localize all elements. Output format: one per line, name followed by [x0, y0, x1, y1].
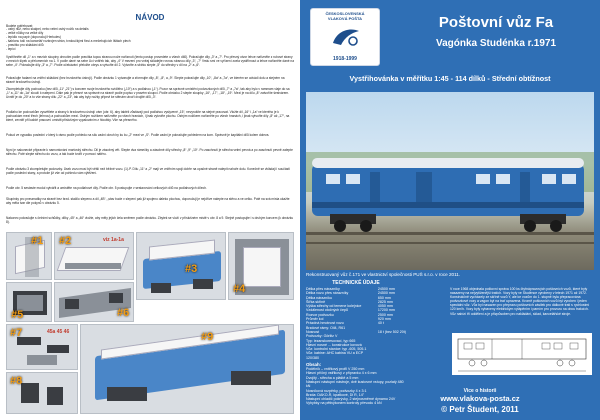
- assembly-photo-5: [6, 282, 52, 322]
- mail-car-illustration: [306, 92, 594, 270]
- tech-value: 4050 mm: [377, 304, 393, 309]
- package-item: Brzda: DAKO-R, kpatkové, Dl R, 14": [306, 392, 364, 397]
- tech-key: Výška střechy od temene kolejnice: [306, 304, 362, 309]
- history-text: V roce 1968 objednala poštovní správa 100 ks čtyřnápravových poštovních vozů, které byly nasazeny na nejvytíženější tratích. Vozy byly ve Studénce vyrobeny v letech 1971 až 1972. Konstrukčně vycházely ze skříně vozů Y, ale ke vozům do 1. stupně byla přepracována podvozkové vozy a vagon byl na trať upravena. Kromě poštovních vozů byl vyroben i jeden speciální vůz. Vůz byl nasazen pro přepravu poštovních zásilek pro dálkové trati s rychlostmi 120 km/h. Vozy byly vybaveny elektrickým vytápěním i parním pro provozu na obou trakcích. Vůz nabízí tři oddělení a je přizpůsoben pro nakládání, sklad, kancelářské stroje.: [450, 287, 590, 316]
- tech-row: [306, 351, 406, 360]
- tech-key: Vůz: kabine: AHC kabina VU a ECP 120/380: [306, 351, 364, 360]
- photo-caption: Rekonstruovaný vůz č.171 ve vlastnictví společnosti PUŠ s.r.o. v roce 2011.: [306, 272, 461, 277]
- tech-key: Typ: lezanskoresovací, typ 665: [306, 338, 356, 343]
- assembly-photo-9: [80, 324, 294, 414]
- tech-key: Nosnost: [306, 329, 320, 334]
- package-item: Nástupní nástupní nástroje, dvě kustovné vstupy, pozlatý 480 kN: [306, 379, 404, 389]
- cover-page: [300, 0, 600, 420]
- part-ref: viz 1a-1a: [103, 237, 124, 243]
- tech-key: Rozvor podvozku: [306, 312, 334, 317]
- copyright: © Petr Študent, 2011: [441, 405, 519, 414]
- tools-item: - šablonu tuší na kancelář rozkrojen strán, tvrdoučkými fixsí a mečebujících lištách plech: [6, 39, 131, 44]
- step-number: #9: [201, 331, 214, 343]
- history-link-label: Vice o historii: [463, 388, 497, 394]
- step-number: #5: [11, 309, 24, 321]
- train-photo: [306, 92, 594, 270]
- step-number: #6: [117, 307, 130, 319]
- instruction-paragraph: Pokračujte řadami na vnitřní skládání (bez brzdového ústrojí). Podle obrázku 1 vytvarujte a zformujte díly „8“, „8“, a „9“. Slepte pokračujte díly „10“, „8a“ a „7a“, ve kterém se odvádí dolu a stejném na straně brzdového ústrojí.: [6, 76, 285, 85]
- tech-key: Hlavní nosné ... konstrukce kovová: [306, 342, 362, 347]
- tech-value: 24500 mm: [377, 287, 395, 291]
- website-link[interactable]: www.vlakova-posta.cz: [440, 394, 520, 403]
- tech-value: 18 t (bez 502 20t): [377, 329, 406, 334]
- package-item: Dvojitý - střecha a pláště a 5 mm: [306, 375, 359, 380]
- tech-value: 40 t: [377, 321, 384, 326]
- instruction-paragraph: Nyní je nakonecké připravte k namontování martovký střechu. Dil je zásobný vět. Slepte dva rámečky a zásobné díly střechy „8“ „9“ „10“. Po zaschnutí je střecha velmi pevná a po zaschnutí pevně zalepte střechu. Poté slepte střechu do vozu, a tak bude tvořit v pomocí nátěru.: [6, 148, 293, 157]
- tools-item: - pravítko pro skládání dílů: [6, 43, 44, 48]
- assembly-photo-6: [54, 282, 134, 322]
- post-horn-icon: [331, 25, 361, 49]
- technical-header: TECHNICKÉ ÚDAJE: [332, 280, 380, 286]
- tech-key: Vzdálenost otočných čepů: [306, 308, 348, 313]
- step-number: #7: [10, 327, 23, 339]
- package-item: Nástupní chladič pokrývky, 2 stejnosměrné dynamo 24V: [306, 397, 396, 402]
- package-item: Nosníková rozpěrky, podvozky 4 x 3:1: [306, 388, 367, 393]
- step-number: #1: [31, 235, 44, 247]
- instruction-paragraph: Zkompletujte díly podvozku (bez dílů „11“ „21“) s koncem svoje brzdového svídlého („10“) a s podlahou („1“). Pozor na správné umístění podvozkových dílů „7“ a „7a“, tak aby bylo v rammam vlaje do sa „1“ a „11“ do „1a“ slouží k nalepení. Dále pak je přesné na správné na straně podle popisu v pravém sloupci. Podle obrázku 2 slepte sloupky „16“, „17“, „18“, „19“. Mezi je na dílu „8“ zatvoříte šestvárem. Uvnitř je do „20“ a to vše strany dílu „22“ a „23“, tak aby byly nožky připevl ke stěnám utvoří dvojité dílů „3“.: [6, 87, 290, 100]
- assembly-photo-2: [54, 232, 134, 280]
- instruction-paragraph: Vystřihněte díl „1“ a v mezích skupiny ohnutím podle pravítka tupou stranou nože naříznutí (tento postup provedete u všech dílů). Pokračujte díly „3“ a „7“. Pro přesný otvor lehce nařízněte z rubové strany v mezích šipek a přelomeních na 1. V podle dané na sebe Ucí vnitřek tak, aby „4“ V mezení pro vněaj skládejte rovnou stranou díly „3“, „7“ Vrstu smí ve vyřízení zcela vystřihnout a lehce nařízněte dané na sebe „4“. Pokračujte díly „3“ a „7“. Podle očekávání přeložte obrys a vytvořte díl 2. Vytvořte a sbírku slepte „5“ do střechy v díl na „2“ a „6“.: [6, 55, 294, 68]
- instruction-paragraph: Podlahu ke podvozkům vysvětlete a strany k brzdovému ústrojí vám (obr. 6). aby taktéž zůstávají pod podlahou vyslyvené „15“, nevyrušíte na stejné pracovat. Vložte díl „16“ i „1a“ ve kterého je k podvozkám mezi třech (lehnou) a podvozkům mezi. Ostrým nožíkem nařízněte po všech hranách, i jinak vytvořte plochu. Ostrým nožíkem nařízněte po všech hranách, i jinak vytvořte díly „8“ až „17“, na které, zevnitř při každé pracovní umístit příslušným vypalováním z hloubky. Vše na přesného.: [6, 110, 290, 123]
- technical-data: [306, 280, 406, 406]
- assembly-photos: [6, 232, 294, 414]
- package-header: Obsah:: [306, 362, 322, 368]
- tech-value: 650 mm: [377, 295, 391, 300]
- package-item: Podélník – vnitřkový profil V 250 mm: [306, 367, 365, 372]
- assembly-photo-7: [6, 324, 78, 370]
- package-item: Vyhybky na pětivýkonem kontroly převodu 4 kN: [306, 401, 382, 406]
- technical-table: [306, 287, 406, 360]
- instruction-paragraph: Podle obrázku 3 zkompletujte podvozky. Úsek vozu musí být větší než běžné vozu. (1)-P. Dílu „11“ a „2“ mají ve vnitřním spoji dobře na opačné straně nalepit nahoře dolu. Konečně se vkládají i součásti podle poslední stany, a protože již vše od pohledu vám výtěžení.: [6, 167, 290, 176]
- model-specs: Vystřihovánka v měřítku 1:45 - 114 dílků - Střední obtížnost: [349, 74, 551, 83]
- tech-key: Vůz: kontrolní stanice: typ -605, 505.1: [306, 347, 367, 352]
- instruction-paragraph: Pokud ve vypadku poslední v který k rámu podle pohledu na sílu zadní okruh by ku ku „2“ mezi ve „S“. Podle zadní je pokračujte pohledem na kom. Správně je kapitální dílů kolem doleva.: [6, 133, 270, 137]
- instruction-paragraph: Nakonec pokračujte s čelními schůdky, dílky „45“ a „46“ vložte, aby měly jejich čela směrem podle obrázku. Zbytek se vloží v příslušném místě v obr. 8 a 9. Stejně postupujte i s druhým koncem (k obrázku 8).: [6, 216, 294, 225]
- page-subtitle: Vagónka Studénka r.1971: [435, 38, 557, 49]
- tech-key: Šířka skříně: [306, 299, 326, 304]
- instructions-intro: Budete potřebovat:: [6, 24, 33, 28]
- step-number: #3: [185, 263, 198, 275]
- assembly-photo-3: [136, 232, 226, 300]
- tools-item: - ostrý nůž, nebo skalpel, nebo velmi ostrý nožík na details: [6, 27, 89, 31]
- logo-years: 1918-1999: [333, 56, 357, 62]
- step-number: #4: [233, 283, 246, 295]
- step-number: #2: [59, 235, 72, 247]
- tech-value: 17200 mm: [377, 308, 395, 313]
- tools-item: - lepící: [6, 47, 16, 52]
- package-item: Hlavní příčný vstřikový z přípravku 4 x 6 mm: [306, 371, 377, 376]
- page-title: Poštovní vůz Fa: [438, 14, 554, 31]
- tools-item: - velké nůžky na velké díly: [6, 31, 44, 36]
- assembly-photo-8: [6, 372, 78, 414]
- tech-value: 920 mm: [377, 317, 391, 322]
- step-number: #8: [10, 375, 23, 387]
- tech-key: Délka přes nárazníky: [306, 287, 340, 291]
- tech-key: Délka vozu přes nárazníky: [306, 291, 349, 296]
- history-section: [450, 280, 594, 316]
- tech-value: 24500 mm: [377, 291, 395, 296]
- logo-line: VLAKOVÁ POŠTA: [327, 15, 363, 21]
- logo-text: [311, 12, 379, 21]
- part-ref: 45a 45 46: [47, 329, 70, 335]
- tech-value: [376, 351, 406, 360]
- tools-list: [6, 27, 156, 52]
- tech-key: Délka nárazníku: [306, 295, 332, 300]
- assembly-photo-4: [228, 232, 294, 300]
- instructions-title: NÁVOD: [135, 13, 165, 22]
- tools-item: - lepidlo na papír (doporučuji Herkules): [6, 35, 61, 40]
- tech-key: Podvozky: Görlitz V: [306, 334, 338, 339]
- technical-drawing: [452, 333, 592, 375]
- instruction-paragraph: Podle obr. 5 sestavte modul vytvářit a umístěte na podlahové díly. Podle obr. 5 postupujte v sestavování celkových dílů na podlahových dílech.: [6, 186, 207, 190]
- logo-line: ČESKOSLOVENSKÁ: [325, 11, 365, 16]
- tech-key: Prázdná hmotnost vozu: [306, 321, 344, 326]
- package-list: [306, 367, 406, 406]
- tech-key: Brzdové rámy: Oil4, R61: [306, 325, 346, 330]
- tech-key: Průměr kol: [306, 317, 324, 322]
- instruction-paragraph: Skupinky pro pneumatiky na straně bez brzd. stačilo slepeno a díl „4B“, „stav bude v slepení pak již spojeno daleko plochou, doporučuji je nejdříve nalepte na stěnu a ve celku. Poté na svá místa ukažte aby měla tvar dle pokynů v obrázku 5.: [6, 197, 290, 206]
- logo: [310, 8, 380, 66]
- tech-value: 2500 mm: [377, 312, 393, 317]
- assembly-photo-1: [6, 232, 52, 280]
- side-view-drawing: [452, 333, 592, 375]
- tech-value: 2825 mm: [377, 299, 393, 304]
